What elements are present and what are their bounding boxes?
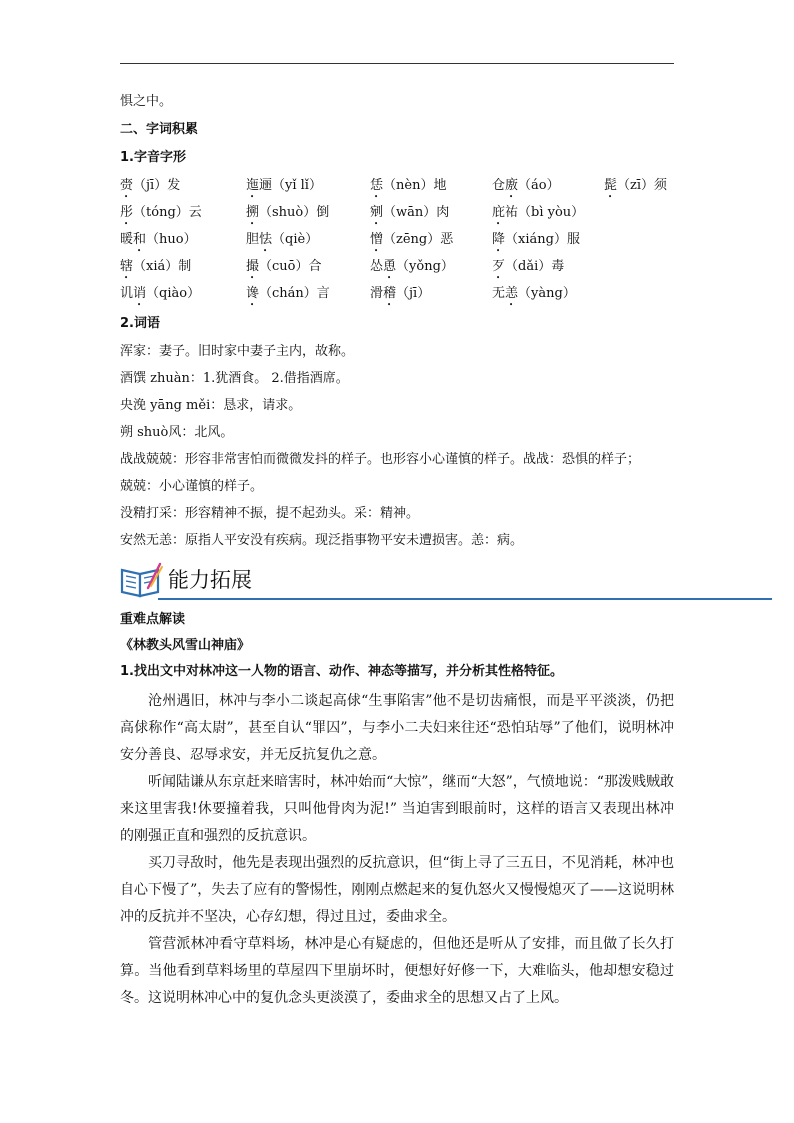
entry-marked-char: 髭	[604, 178, 618, 193]
pronunciation-entry	[120, 284, 200, 309]
entry-reading: （chán）言	[259, 286, 330, 301]
pronunciation-entry	[246, 176, 322, 201]
entry-marked-char: 庇	[492, 205, 506, 220]
section-banner	[118, 560, 772, 602]
entry-reading: （shuò）倒	[259, 205, 330, 220]
entry-prefix: 无	[492, 286, 506, 301]
entry-marked-char: 恿	[383, 259, 397, 274]
banner-rule	[158, 598, 772, 600]
entry-marked-char: 和	[133, 232, 147, 247]
entry-marked-char: 迤	[246, 178, 260, 193]
entry-reading: （jī）发	[133, 178, 181, 193]
entry-prefix: 胆	[246, 232, 260, 247]
pronunciation-entry	[246, 257, 322, 282]
entry-reading: （tóng）云	[133, 205, 202, 220]
pronunciation-entry	[492, 284, 576, 309]
section-title: 二、字词积累	[120, 122, 199, 137]
paragraph-1: 沧州遇旧，林冲与李小二谈起高俅“生事陷害”他不是切齿痛恨，而是平平淡淡，仍把高俅称作“高太尉”，甚至自认“罪囚”，与李小二夫妇来往还“恐怕玷辱”了他们，说明林冲安分善良、忍辱求安，并无反抗复仇之意。	[120, 693, 674, 763]
entry-marked-char: 恙	[505, 286, 519, 301]
header-rule	[120, 63, 674, 64]
entry-marked-char: 歹	[492, 259, 506, 274]
key-title: 重难点解读	[120, 612, 186, 627]
paragraph-4: 管营派林冲看守草料场，林冲是心有疑虑的，但他还是听从了安排，而且做了长久打算。当他看到草料场里的草屋四下里崩坏时，便想好好修一下，大难临头，他却想安稳过冬。这说明林冲心中的复仇念头更淡漠了，委曲求全的思想又占了上风。	[120, 936, 674, 1006]
entry-marked-char: 憎	[370, 232, 384, 247]
word-entry: 安然无恙：原指人平安没有疾病。现泛指事物平安未遭损害。恙：病。	[120, 533, 524, 548]
entry-prefix: 滑	[370, 286, 384, 301]
entry-reading: 祐（bì yòu）	[505, 205, 585, 220]
entry-reading: （jī）	[396, 286, 431, 301]
entry-reading: （zī）须	[617, 178, 668, 193]
pronunciation-entry	[120, 203, 202, 228]
entry-prefix: 仓	[492, 178, 506, 193]
entry-marked-char: 撮	[246, 259, 260, 274]
word-entry: 朔 shuò风：北风。	[120, 425, 234, 440]
pronunciation-entry	[120, 230, 197, 255]
word-entry: 兢兢：小心谨慎的样子。	[120, 479, 264, 494]
entry-reading: （zēng）恶	[383, 232, 454, 247]
entry-marked-char: 赍	[120, 178, 134, 193]
entry-prefix: 暖	[120, 232, 134, 247]
entry-prefix: 讥	[120, 286, 134, 301]
pronunciation-entry	[492, 230, 580, 255]
entry-reading: （qiào）	[146, 286, 201, 301]
word-entry: 浑家：妻子。旧时家中妻子主内，故称。	[120, 344, 355, 359]
entry-marked-char: 诮	[133, 286, 147, 301]
entry-marked-char: 恁	[370, 178, 384, 193]
entry-prefix: 怂	[370, 259, 384, 274]
entry-marked-char: 谗	[246, 286, 260, 301]
entry-reading: （xiá）制	[133, 259, 192, 274]
word-entry: 央浼 yāng měi：恳求，请求。	[120, 398, 302, 413]
entry-reading: （qiè）	[272, 232, 319, 247]
pronunciation-entry	[492, 203, 584, 228]
pronunciation-entry	[370, 284, 430, 309]
pronunciation-entry	[370, 230, 453, 255]
entry-marked-char: 辖	[120, 259, 134, 274]
entry-marked-char: 廒	[505, 178, 519, 193]
entry-reading: 逦（yǐ lǐ）	[259, 178, 322, 193]
pronunciation-entry	[492, 257, 564, 282]
entry-marked-char: 稽	[383, 286, 397, 301]
pronunciation-entry	[370, 176, 446, 201]
entry-marked-char: 彤	[120, 205, 134, 220]
subsection-title-words: 2.词语	[120, 316, 160, 331]
pronunciation-entry	[246, 230, 318, 255]
paragraph-3: 买刀寻敌时，他先是表现出强烈的反抗意识，但“街上寻了三五日，不见消耗，林冲也自心下慢了”，失去了应有的警惕性，刚刚点燃起来的复仇怒火又慢慢熄灭了——这说明林冲的反抗并不坚决，心存幻想，得过且过，委曲求全。	[120, 855, 674, 925]
book-title: 《林教头风雪山神庙》	[120, 638, 251, 653]
pronunciation-entry	[370, 203, 449, 228]
subsection-title-chars: 1.字音字形	[120, 150, 186, 165]
pronunciation-entry	[246, 203, 329, 228]
entry-reading: （áo）	[518, 178, 560, 193]
entry-reading: （xiáng）服	[505, 232, 580, 247]
pronunciation-entry	[370, 257, 454, 282]
question-1: 1.找出文中对林冲这一人物的语言、动作、神态等描写，并分析其性格特征。	[120, 664, 563, 679]
entry-reading: （cuō）合	[259, 259, 322, 274]
pronunciation-entry	[492, 176, 560, 201]
paragraph-2: 听闻陆谦从东京赶来暗害时，林冲始而“大惊”，继而“大怒”，气愤地说：“那泼贱贼敢来这里害我!休要撞着我，只叫他骨肉为泥!” 当迫害到眼前时，这样的语言又表现出林冲的刚强正直和强烈的反抗意识。	[120, 774, 674, 844]
entry-marked-char: 怯	[259, 232, 273, 247]
entry-reading: （dǎi）毒	[505, 259, 565, 274]
banner-title: 能力拓展	[168, 568, 252, 592]
entry-reading: （huo）	[146, 232, 197, 247]
entry-reading: （yǒng）	[396, 259, 454, 274]
entry-reading: （wān）肉	[383, 205, 450, 220]
pronunciation-entry	[120, 176, 180, 201]
book-icon	[118, 560, 164, 600]
word-entry: 战战兢兢：形容非常害怕而微微发抖的样子。也形容小心谨慎的样子。战战：恐惧的样子；	[120, 452, 641, 467]
entry-reading: （nèn）地	[383, 178, 447, 193]
word-entry: 酒馔 zhuàn：1.犹酒食。 2.借指酒席。	[120, 371, 349, 386]
entry-marked-char: 搠	[246, 205, 260, 220]
entry-marked-char: 剜	[370, 205, 384, 220]
pronunciation-entry	[120, 257, 191, 282]
pronunciation-entry	[604, 176, 667, 201]
pronunciation-entry	[246, 284, 330, 309]
entry-marked-char: 降	[492, 232, 506, 247]
word-entry: 没精打采：形容精神不振，提不起劲头。采：精神。	[120, 506, 420, 521]
entry-reading: （yàng）	[518, 286, 576, 301]
intro-tail: 惧之中。	[120, 94, 173, 109]
